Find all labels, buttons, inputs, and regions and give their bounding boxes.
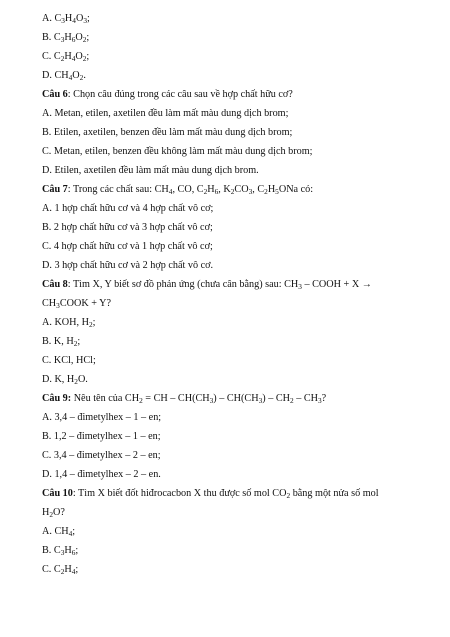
q9-option-c: C. 3,4 – đimetylhex – 2 – en; [42, 450, 161, 461]
q5-option-d: D. $CH_4O_2$. [42, 70, 86, 82]
q9-option-d: D. 1,4 – đimetylhex – 2 – en. [42, 469, 161, 480]
q5-option-c: C. $C_2H_4O_2$; [42, 51, 90, 63]
q10-option-b: B. $C_3H_6$; [42, 545, 79, 557]
q8-question-cont: $CH_3COOK + Y$? [42, 298, 112, 310]
q8-question: Câu 8: Tìm X, Y biết sơ đồ phản ứng (chưa cân bằng) sau: $CH_3$ – COOH + X → [42, 279, 372, 291]
q10-question-cont: $H_2O$? [42, 507, 65, 519]
q8-option-d: D. K, $H_2O$. [42, 374, 88, 386]
q5-option-a: A. $C_3H_4O_3$; [42, 13, 90, 25]
q10-question: Câu 10: Tìm X biết đốt hiđrocacbon X thu được số mol $CO_2$ bằng một nửa số mol [42, 488, 379, 500]
q10-option-a: A. $CH_4$; [42, 526, 76, 538]
q7-option-d: D. 3 hợp chất hữu cơ và 2 hợp chất vô cơ. [42, 260, 214, 271]
q7-option-b: B. 2 hợp chất hữu cơ và 3 hợp chất vô cơ; [42, 222, 213, 233]
q7-option-a: A. 1 hợp chất hữu cơ và 4 hợp chất vô cơ; [42, 203, 214, 214]
q8-option-a: A. KOH, $H_2$; [42, 317, 96, 329]
q9-question: Câu 9: Nêu tên của $CH_2$ = CH – $CH(CH_3) - CH(CH_3) - CH_2 - CH_3$? [42, 393, 327, 405]
q8-option-c: C. KCl, HCl; [42, 355, 96, 366]
q6-option-b: B. Etilen, axetilen, benzen đều làm mất màu dung dịch brom; [42, 127, 293, 138]
q5-option-b: B. $C_3H_6O_2$; [42, 32, 90, 44]
q9-option-a: A. 3,4 – đimetylhex – 1 – en; [42, 412, 162, 423]
q9-option-b: B. 1,2 – đimetylhex – 1 – en; [42, 431, 161, 442]
q7-question: Câu 7: Trong các chất sau: $CH_4$, CO, $C_2H_6$, $K_2CO_3$, $C_2H_5ONa$ có: [42, 184, 314, 196]
q10-option-c: C. $C_2H_4$; [42, 564, 79, 576]
q6-option-d: D. Etilen, axetilen đều làm mất màu dung dịch brom. [42, 165, 259, 176]
q6-question: Câu 6: Chọn câu đúng trong các câu sau về hợp chất hữu cơ? [42, 89, 293, 100]
q6-option-c: C. Metan, etilen, benzen đều không làm mất màu dung dịch brom; [42, 146, 313, 157]
q7-option-c: C. 4 hợp chất hữu cơ và 1 hợp chất vô cơ; [42, 241, 213, 252]
q8-option-b: B. K, $H_2$; [42, 336, 81, 348]
q6-option-a: A. Metan, etilen, axetilen đều làm mất màu dung dịch brom; [42, 108, 289, 119]
